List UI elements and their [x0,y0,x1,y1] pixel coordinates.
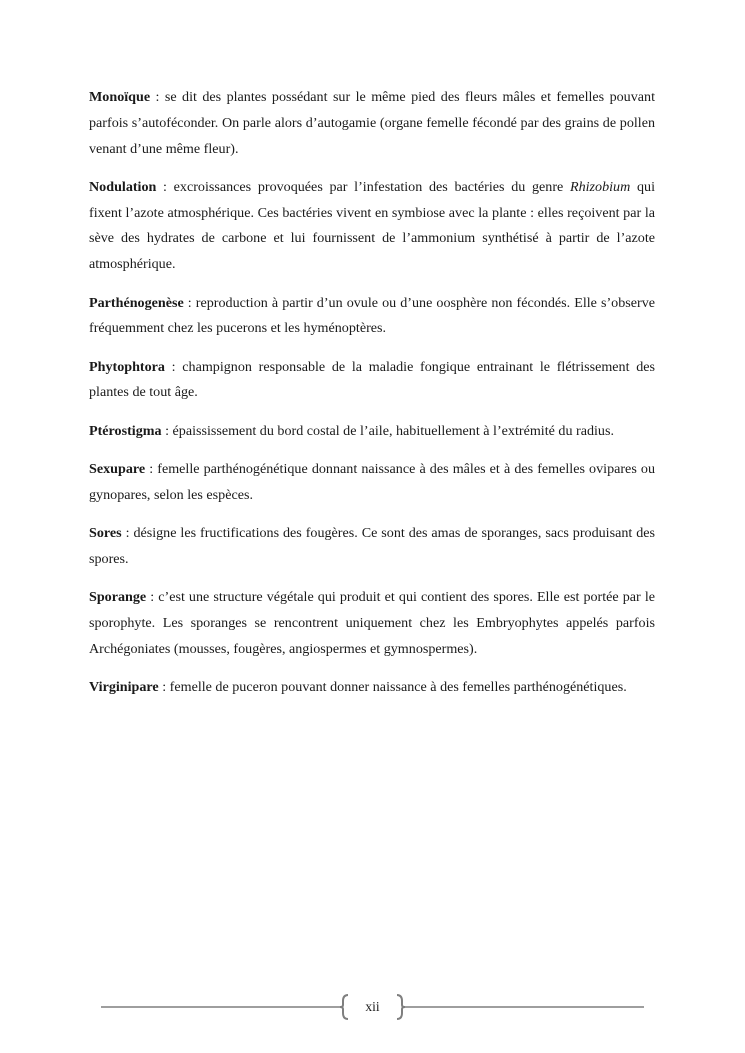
page-footer [101,993,644,1021]
term-separator: : [156,178,174,195]
glossary-term: Nodulation [89,178,157,195]
glossary-definition: désigne les fructifications des fougères. Ce sont des amas de sporanges, sacs produisant des spores. [89,525,656,567]
glossary-term: Parthénogenèse [89,294,184,311]
glossary-term: Sores [89,525,122,542]
term-separator: : [158,679,170,696]
glossary-entry-sexupare [89,457,655,509]
glossary-entry-sores [89,521,655,573]
right-brace-icon [397,995,405,1019]
glossary-term: Sporange [89,589,147,606]
term-separator: : [145,461,158,478]
glossary-term: Monoïque [89,89,151,105]
glossary-definition: champignon responsable de la maladie fongique entrainant le flétrissement des plantes de tout âge. [89,358,655,401]
term-separator: : [183,294,196,311]
glossary-entry-nodulation [89,175,655,278]
glossary-definition: reproduction à partir d’un ovule ou d’une oosphère non fécondés. Elle s’observe fréquemment chez les pucerons et les hyménoptères. [89,294,656,337]
glossary-entry-monoique [89,85,655,162]
page-number: xii [365,999,380,1014]
glossary-list [89,85,655,713]
glossary-entry-phytophtora [89,355,655,407]
term-separator: : [146,589,159,606]
glossary-term: Phytophtora [89,358,165,375]
term-separator: : [150,89,165,105]
term-separator: : [164,358,183,375]
glossary-entry-virginipare [89,675,655,701]
glossary-definition-continued: qui fixent l’azote atmosphérique. Ces bactéries vivent en symbiose avec la plante : elles reçoivent par la sève des hydrates de carbone et lui fournissent de l’ammonium synthétisé à partir de l’azote atmosphérique. [89,178,655,273]
glossary-definition: femelle parthénogénétique donnant naissance à des mâles et à des femelles ovipares ou gynopares, selon les espèces. [89,461,655,503]
glossary-term: Virginipare [89,679,159,696]
left-brace-icon [340,995,348,1019]
glossary-definition: épaississement du bord costal de l’aile, habituellement à l’extrémité du radius. [172,422,614,439]
glossary-definition: c’est une structure végétale qui produit et qui contient des spores. Elle est portée par le sporophyte. Les sporanges se rencontrent uniquement chez les Embryophytes appelés parfois Archégoniates (mousses, fougères, angiospermes et gymnospermes). [89,589,655,657]
glossary-term: Sexupare [89,461,146,478]
glossary-definition: se dit des plantes possédant sur le même pied des fleurs mâles et femelles pouvant parfois s’autoféconder. On parle alors d’autogamie (organe femelle fécondé par des grains de pollen venant d’une même fleur). [89,89,655,157]
glossary-entry-pterostigma [89,419,655,445]
genus-name: Rhizobium [569,178,631,195]
term-separator: : [121,525,134,542]
glossary-definition: excroissances provoquées par l’infestation des bactéries du genre [173,178,570,195]
term-separator: : [161,422,173,439]
glossary-term: Ptérostigma [89,422,162,439]
glossary-entry-sporange [89,585,655,662]
glossary-entry-parthenogenese [89,291,655,343]
glossary-definition: femelle de puceron pouvant donner naissance à des femelles parthénogénétiques. [169,679,627,696]
